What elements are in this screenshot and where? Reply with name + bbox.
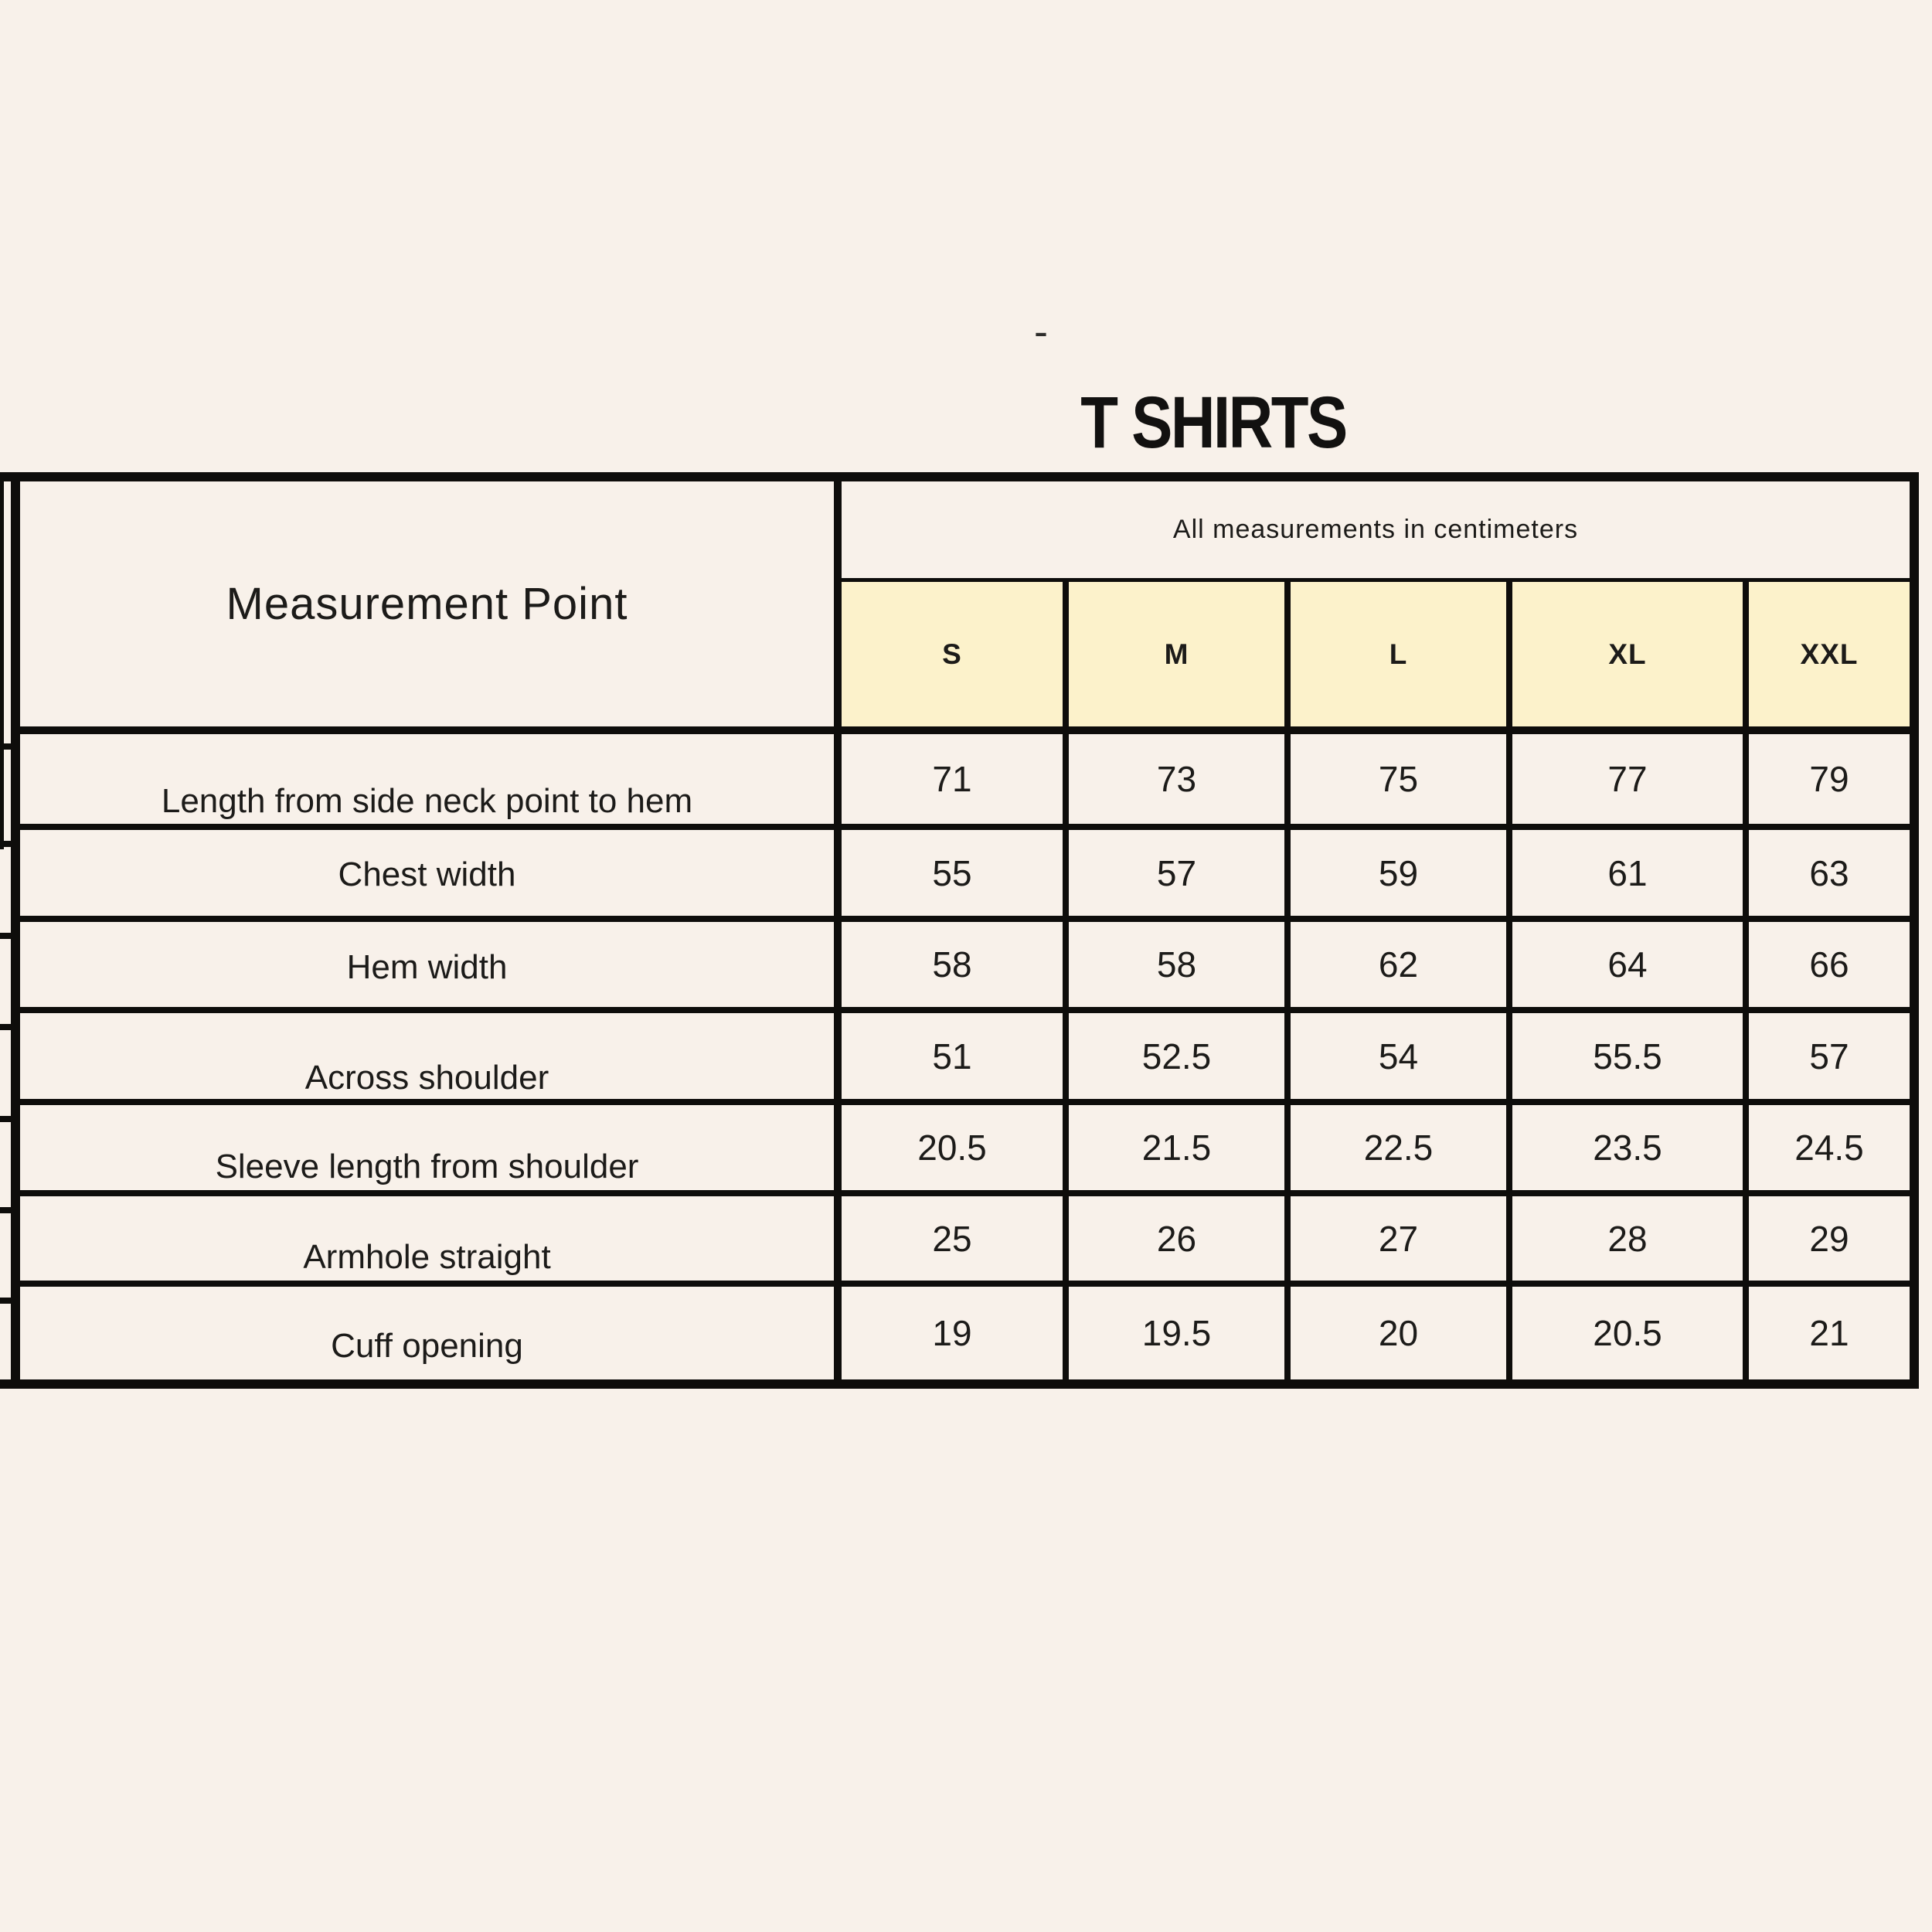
value-cell: 59 bbox=[1291, 830, 1512, 922]
value-cell: 28 bbox=[1512, 1196, 1749, 1287]
value-cell: 64 bbox=[1512, 922, 1749, 1013]
value-cell: 52.5 bbox=[1069, 1013, 1291, 1105]
value-cell: 73 bbox=[1069, 734, 1291, 830]
page-title: T SHIRTS bbox=[1080, 382, 1346, 464]
value-cell: 20 bbox=[1291, 1287, 1512, 1379]
scan-artifact-line bbox=[0, 933, 11, 939]
row-label: Across shoulder bbox=[20, 1013, 842, 1105]
value-cell: 22.5 bbox=[1291, 1105, 1512, 1196]
value-cell: 19.5 bbox=[1069, 1287, 1291, 1379]
size-header-xxl: XXL bbox=[1749, 582, 1910, 734]
scan-artifact-line bbox=[0, 743, 11, 750]
value-cell: 20.5 bbox=[1512, 1287, 1749, 1379]
scan-artifact-lines bbox=[0, 472, 11, 1389]
value-cell: 63 bbox=[1749, 830, 1910, 922]
value-cell: 23.5 bbox=[1512, 1105, 1749, 1196]
scan-artifact-line bbox=[0, 1116, 11, 1122]
value-cell: 79 bbox=[1749, 734, 1910, 830]
value-cell: 21.5 bbox=[1069, 1105, 1291, 1196]
row-label: Cuff opening bbox=[20, 1287, 842, 1379]
value-cell: 19 bbox=[842, 1287, 1069, 1379]
value-cell: 55 bbox=[842, 830, 1069, 922]
scan-artifact-line bbox=[0, 1298, 11, 1304]
row-label: Armhole straight bbox=[20, 1196, 842, 1287]
value-cell: 57 bbox=[1749, 1013, 1910, 1105]
value-cell: 77 bbox=[1512, 734, 1749, 830]
value-cell: 25 bbox=[842, 1196, 1069, 1287]
size-header-l: L bbox=[1291, 582, 1512, 734]
value-cell: 58 bbox=[1069, 922, 1291, 1013]
row-label: Chest width bbox=[20, 830, 842, 922]
value-cell: 29 bbox=[1749, 1196, 1910, 1287]
value-cell: 24.5 bbox=[1749, 1105, 1910, 1196]
scan-artifact-line bbox=[0, 472, 4, 849]
row-label: Sleeve length from shoulder bbox=[20, 1105, 842, 1196]
value-cell: 51 bbox=[842, 1013, 1069, 1105]
stray-dash-mark: - bbox=[1034, 308, 1048, 355]
value-cell: 61 bbox=[1512, 830, 1749, 922]
value-cell: 26 bbox=[1069, 1196, 1291, 1287]
value-cell: 20.5 bbox=[842, 1105, 1069, 1196]
scan-artifact-line bbox=[0, 1024, 11, 1030]
value-cell: 54 bbox=[1291, 1013, 1512, 1105]
scan-artifact-line bbox=[0, 1379, 11, 1389]
value-cell: 55.5 bbox=[1512, 1013, 1749, 1105]
value-cell: 58 bbox=[842, 922, 1069, 1013]
row-label: Length from side neck point to hem bbox=[20, 734, 842, 830]
row-label: Hem width bbox=[20, 922, 842, 1013]
value-cell: 62 bbox=[1291, 922, 1512, 1013]
size-header-xl: XL bbox=[1512, 582, 1749, 734]
scan-artifact-line bbox=[0, 841, 11, 847]
value-cell: 75 bbox=[1291, 734, 1512, 830]
size-header-m: M bbox=[1069, 582, 1291, 734]
size-chart-table bbox=[11, 472, 1919, 1389]
value-cell: 71 bbox=[842, 734, 1069, 830]
value-cell: 27 bbox=[1291, 1196, 1512, 1287]
value-cell: 21 bbox=[1749, 1287, 1910, 1379]
units-note: All measurements in centimeters bbox=[842, 481, 1910, 582]
value-cell: 57 bbox=[1069, 830, 1291, 922]
value-cell: 66 bbox=[1749, 922, 1910, 1013]
measurement-point-header: Measurement Point bbox=[20, 481, 842, 734]
size-header-s: S bbox=[842, 582, 1069, 734]
scan-artifact-line bbox=[0, 1207, 11, 1213]
